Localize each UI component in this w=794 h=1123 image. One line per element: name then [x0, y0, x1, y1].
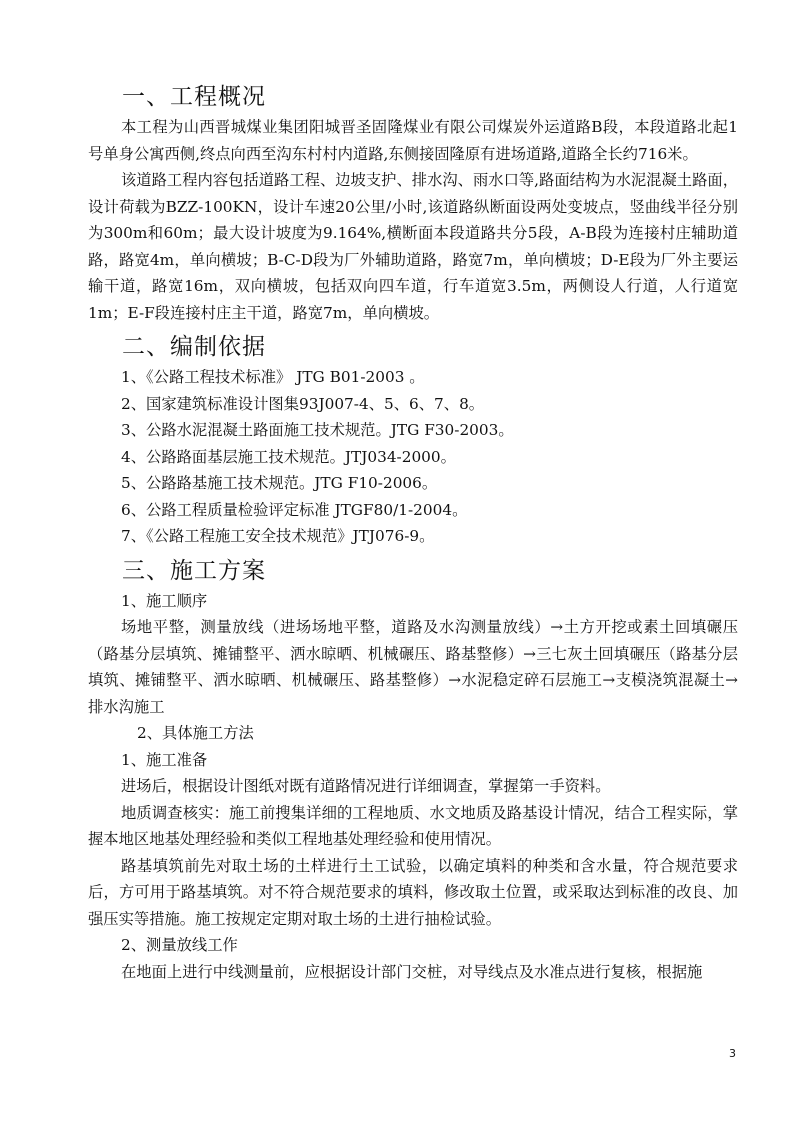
basis-item: 4、公路路面基层施工技术规范。JTJ034-2000。	[121, 447, 456, 466]
section-title-plan: 三、施工方案	[122, 557, 266, 584]
section-title-basis: 二、编制依据	[122, 334, 266, 360]
plan-subheading-preparation: 1、施工准备	[121, 750, 208, 769]
overview-paragraph-1: 本工程为山西晋城煤业集团阳城晋圣固隆煤业有限公司煤炭外运道路B段，本段道路北起1号单身公寓西侧,终点向西至沟东村村内道路,东侧接固隆原有进场道路,道路全长约716米。	[88, 118, 738, 163]
plan-paragraph-survey: 在地面上进行中线测量前，应根据设计部门交桩，对导线点及水准点进行复核，根据施	[121, 962, 703, 981]
plan-subheading-methods: 2、具体施工方法	[137, 724, 254, 742]
page-number: 3	[729, 1047, 736, 1060]
section-title-overview: 一、工程概况	[122, 84, 266, 110]
plan-sequence-paragraph: 场地平整，测量放线（进场场地平整，道路及水沟测量放线）→土方开挖或素土回填碾压（路基分层填筑、摊铺整平、洒水晾晒、机械碾压、路基整修）→三七灰土回填碾压（路基分层填筑、摊铺整平、洒水晾晒、机械碾压、路基整修）→水泥稳定碎石层施工→支模浇筑混凝土→排水沟施工	[88, 618, 738, 716]
basis-item: 2、国家建筑标准设计图集93J007-4、5、6、7、8。	[121, 394, 485, 413]
basis-item: 1、《公路工程技术标准》 JTG B01-2003 。	[121, 368, 425, 386]
basis-item: 5、公路路基施工技术规范。JTG F10-2006。	[121, 474, 438, 492]
plan-paragraph-geology: 地质调查核实：施工前搜集详细的工程地质、水文地质及路基设计情况，结合工程实际，掌握本地区地基处理经验和类似工程地基处理经验和使用情况。	[88, 803, 738, 848]
page-content	[88, 80, 738, 985]
basis-item: 7、《公路工程施工安全技术规范》JTJ076-9。	[121, 527, 435, 545]
basis-item: 6、公路工程质量检验评定标准 JTGF80/1-2004。	[121, 500, 468, 519]
basis-item: 3、公路水泥混凝土路面施工技术规范。JTG F30-2003。	[121, 421, 514, 439]
plan-subheading-sequence: 1、施工顺序	[121, 591, 208, 610]
basis-list	[88, 364, 738, 550]
plan-paragraph-preparation: 进场后，根据设计图纸对既有道路情况进行详细调查，掌握第一手资料。	[121, 777, 611, 795]
overview-paragraph-2: 该道路工程内容包括道路工程、边坡支护、排水沟、雨水口等,路面结构为水泥混凝土路面，设计荷载为BZZ-100KN，设计车速20公里/小时,该道路纵断面设两处变坡点，竖曲线半径分别为300m和60m；最大设计坡度为9.164%,横断面本段道路共分5段，A-B段为连接村庄辅助道路，路宽4m，单向横坡；B-C-D段为厂外辅助道路，路宽7m，单向横坡；D-E段为厂外主要运输干道，路宽16m，双向横坡，包括双向四车道，行车道宽3.5m，两侧设人行道，人行道宽1m；E-F段连接村庄主干道，路宽7m，单向横坡。	[88, 171, 738, 322]
plan-subheading-survey: 2、测量放线工作	[121, 936, 238, 954]
plan-paragraph-fill-test: 路基填筑前先对取土场的土样进行土工试验，以确定填料的种类和含水量，符合规范要求后，方可用于路基填筑。对不符合规范要求的填料，修改取土位置，或采取达到标准的改良、加强压实等措施。施工按规定定期对取土场的土进行抽检试验。	[88, 856, 738, 928]
